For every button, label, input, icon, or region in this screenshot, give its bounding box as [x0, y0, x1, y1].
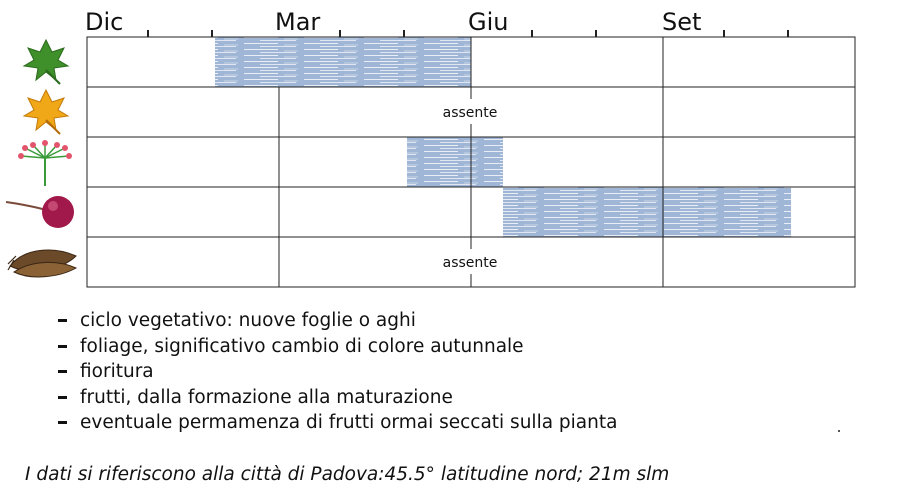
legend-dash	[58, 345, 67, 348]
legend-label: foliage, significativo cambio di colore autunnale	[80, 335, 524, 357]
flower-icon	[18, 140, 72, 186]
legend-label: eventuale permamenza di frutti ormai seccati sulla pianta	[80, 412, 618, 434]
activity-bar-frutti	[503, 187, 791, 237]
legend-dash	[58, 396, 67, 399]
legend-label: frutti, dalla formazione alla maturazione	[80, 386, 453, 408]
absent-note-colore: assente	[442, 105, 498, 121]
legend-label: ciclo vegetativo: nuove foglie o aghi	[80, 310, 416, 332]
absent-note-secchi: assente	[442, 255, 498, 271]
red-berry-icon	[6, 196, 74, 228]
month-header	[85, 8, 701, 36]
legend-item-colore	[58, 334, 617, 360]
activity-bar-fioritura	[407, 137, 503, 187]
green-leaf-icon	[24, 40, 68, 84]
legend-dash	[58, 319, 67, 322]
yellow-leaf-icon	[24, 90, 68, 134]
month-label-giu: Giu	[468, 8, 509, 36]
legend-dash	[58, 370, 67, 373]
stray-dot	[838, 430, 840, 432]
dried-pod-icon	[8, 250, 76, 277]
legend-label: fioritura	[80, 361, 154, 383]
month-label-set: Set	[662, 8, 702, 36]
legend-item-secchi	[58, 410, 617, 436]
footnote: I dati si riferiscono alla città di Padova:45.5° latitudine nord; 21m slm	[25, 464, 670, 485]
month-label-dic: Dic	[85, 8, 124, 36]
legend-item-frutti	[58, 385, 617, 411]
legend-dash	[58, 421, 67, 424]
chart-grid	[87, 37, 855, 287]
activity-bar-foglie	[215, 37, 471, 87]
legend-item-foglie	[58, 308, 617, 334]
month-label-mar: Mar	[275, 8, 321, 36]
legend-item-fioritura	[58, 359, 617, 385]
legend	[58, 308, 617, 436]
